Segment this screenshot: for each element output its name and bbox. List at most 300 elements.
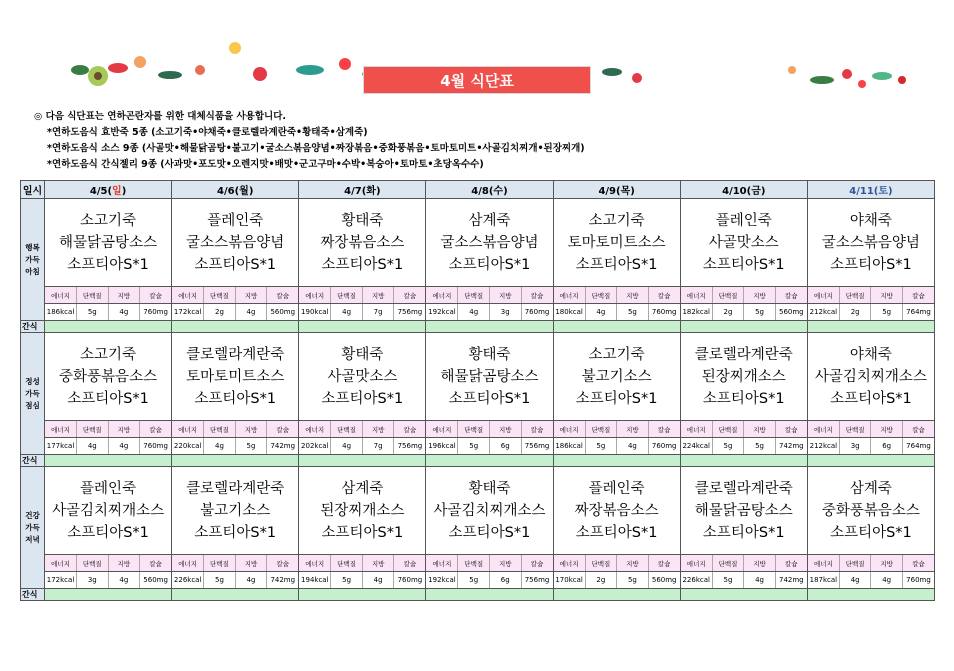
nutrition-label-cell [680, 421, 807, 438]
nutrition-value: 760mg [394, 572, 426, 588]
day-header: 4/8(수) [426, 181, 553, 199]
nutrition-value: 756mg [521, 572, 553, 588]
nutrition-value: 756mg [521, 438, 553, 454]
nutrition-value: 2g [585, 572, 617, 588]
nutrition-value: 4g [744, 572, 776, 588]
menu-item: 소고기죽 [588, 212, 645, 229]
notes-line: *연하도음식 소스 9종 (사골맛•해물닭곰탕•불고기•굴소스볶음양념•짜장볶음•중화풍볶음•토마토미트•사골김치찌개•된장찌개) [47, 143, 585, 154]
nutrition-value-row [21, 572, 935, 589]
nutrition-label: 지방 [744, 287, 776, 303]
left-floral-decoration [60, 40, 390, 102]
nutrition-value: 226kcal [681, 572, 713, 588]
nutrition-label: 에너지 [808, 555, 840, 571]
nutrition-label: 단백질 [839, 555, 871, 571]
nutrition-value: 5g [77, 304, 109, 320]
nutrition-label: 칼슘 [394, 421, 426, 437]
snack-cell [680, 589, 807, 601]
menu-cell [553, 333, 680, 421]
menu-item: 소고기죽 [80, 212, 137, 229]
nutrition-label: 단백질 [204, 287, 236, 303]
snack-cell [45, 455, 172, 467]
page-title: 4월 식단표 [440, 71, 514, 90]
header-label: 일시 [21, 181, 45, 199]
nutrition-label: 단백질 [331, 555, 363, 571]
snack-label: 간식 [21, 455, 45, 467]
menu-row [21, 199, 935, 287]
nutrition-label-cell [807, 421, 934, 438]
nutrition-label-cell [299, 287, 426, 304]
nutrition-label: 칼슘 [140, 421, 172, 437]
nutrition-label: 에너지 [172, 421, 204, 437]
snack-cell [807, 321, 934, 333]
nutrition-value: 194kcal [299, 572, 331, 588]
nutrition-value: 4g [617, 438, 649, 454]
right-floral-decoration [592, 50, 922, 100]
nutrition-label: 지방 [362, 421, 394, 437]
title-banner [363, 66, 591, 94]
menu-row [21, 333, 935, 421]
menu-item: 굴소스볶음양념 [821, 234, 920, 251]
nutrition-label-cell [45, 555, 172, 572]
menu-item: 소프티아S*1 [194, 390, 277, 407]
snack-cell [680, 321, 807, 333]
nutrition-value: 3g [489, 304, 521, 320]
nutrition-label: 에너지 [299, 555, 331, 571]
menu-cell [807, 199, 934, 287]
nutrition-label: 지방 [108, 421, 140, 437]
nutrition-label: 지방 [744, 421, 776, 437]
menu-item: 클로렐라계란죽 [186, 346, 285, 363]
nutrition-value: 186kcal [554, 438, 586, 454]
nutrition-value-cell [426, 304, 553, 321]
menu-cell [299, 199, 426, 287]
meal-label: 정성 가득 점심 [21, 333, 45, 455]
nutrition-label: 단백질 [77, 287, 109, 303]
menu-item: 소프티아S*1 [702, 256, 785, 273]
nutrition-label: 에너지 [808, 421, 840, 437]
menu-item: 소프티아S*1 [448, 390, 531, 407]
nutrition-value: 760mg [902, 572, 934, 588]
nutrition-label: 칼슘 [521, 555, 553, 571]
nutrition-value-cell [172, 304, 299, 321]
nutrition-label: 에너지 [681, 287, 713, 303]
menu-item: 중화풍볶음소스 [821, 502, 920, 519]
nutrition-label: 칼슘 [521, 287, 553, 303]
menu-cell [45, 199, 172, 287]
nutrition-value-row [21, 304, 935, 321]
nutrition-label: 지방 [489, 421, 521, 437]
nutrition-label: 칼슘 [394, 287, 426, 303]
menu-item: 소프티아S*1 [830, 256, 912, 273]
nutrition-value: 742mg [775, 438, 807, 454]
nutrition-value: 4g [585, 304, 617, 320]
nutrition-value: 5g [617, 304, 649, 320]
nutrition-label: 지방 [235, 421, 267, 437]
menu-item: 된장찌개소스 [320, 502, 405, 519]
nutrition-value: 182kcal [681, 304, 713, 320]
menu-cell [45, 467, 172, 555]
nutrition-value: 212kcal [808, 438, 840, 454]
nutrition-label: 단백질 [331, 287, 363, 303]
nutrition-label-cell [172, 555, 299, 572]
nutrition-value: 742mg [775, 572, 807, 588]
nutrition-value: 764mg [902, 304, 934, 320]
menu-item: 사골김치찌개소스 [814, 368, 927, 385]
snack-cell [172, 321, 299, 333]
nutrition-label: 단백질 [585, 555, 617, 571]
nutrition-value: 177kcal [45, 438, 77, 454]
nutrition-label: 칼슘 [394, 555, 426, 571]
nutrition-value: 4g [108, 304, 140, 320]
nutrition-value: 5g [585, 438, 617, 454]
nutrition-label: 에너지 [426, 421, 458, 437]
snack-row [21, 589, 935, 601]
nutrition-value-cell [426, 572, 553, 589]
nutrition-value: 5g [331, 572, 363, 588]
nutrition-label: 에너지 [808, 287, 840, 303]
menu-item: 해물닭곰탕소스 [59, 234, 158, 251]
snack-cell [680, 455, 807, 467]
menu-cell [299, 333, 426, 421]
nutrition-label-cell [426, 421, 553, 438]
nutrition-value-cell [553, 572, 680, 589]
menu-item: 해물닭곰탕소스 [694, 502, 793, 519]
menu-item: 소프티아S*1 [575, 524, 658, 541]
nutrition-label: 지방 [871, 287, 903, 303]
nutrition-label: 칼슘 [267, 287, 299, 303]
nutrition-value: 760mg [521, 304, 553, 320]
nutrition-label-cell [172, 421, 299, 438]
nutrition-label: 에너지 [426, 287, 458, 303]
notes-section [34, 109, 585, 173]
nutrition-label: 지방 [744, 555, 776, 571]
meal-plan-table [20, 180, 935, 601]
menu-item: 소프티아S*1 [702, 524, 785, 541]
nutrition-value: 4g [458, 304, 490, 320]
menu-item: 소프티아S*1 [448, 524, 531, 541]
menu-cell [426, 467, 553, 555]
menu-item: 소프티아S*1 [830, 390, 912, 407]
nutrition-label: 지방 [489, 555, 521, 571]
nutrition-value-cell [553, 438, 680, 455]
nutrition-value-cell [45, 438, 172, 455]
menu-item: 짜장볶음소스 [320, 234, 405, 251]
snack-cell [45, 321, 172, 333]
nutrition-label: 에너지 [426, 555, 458, 571]
nutrition-label: 지방 [362, 555, 394, 571]
nutrition-value: 196kcal [426, 438, 458, 454]
nutrition-label: 지방 [617, 421, 649, 437]
nutrition-label-cell [680, 555, 807, 572]
nutrition-value-row [21, 438, 935, 455]
nutrition-value: 2g [712, 304, 744, 320]
nutrition-label: 칼슘 [902, 421, 934, 437]
menu-item: 소프티아S*1 [321, 256, 404, 273]
nutrition-label: 단백질 [839, 287, 871, 303]
nutrition-label-cell [553, 287, 680, 304]
nutrition-label: 지방 [489, 287, 521, 303]
nutrition-value: 5g [617, 572, 649, 588]
nutrition-label-cell [45, 421, 172, 438]
menu-item: 소프티아S*1 [321, 524, 404, 541]
nutrition-label-cell [553, 421, 680, 438]
nutrition-label: 지방 [235, 555, 267, 571]
nutrition-value: 3g [77, 572, 109, 588]
nutrition-label: 단백질 [458, 287, 490, 303]
meal-label: 행복 가득 아침 [21, 199, 45, 321]
nutrition-value: 6g [871, 438, 903, 454]
menu-item: 해물닭곰탕소스 [440, 368, 539, 385]
nutrition-label: 단백질 [204, 555, 236, 571]
nutrition-value: 4g [331, 304, 363, 320]
notes-line: *연하도음식 효반죽 5종 (소고기죽•야채죽•클로렐라계란죽•황태죽•삼계죽) [47, 127, 368, 138]
nutrition-value-cell [680, 304, 807, 321]
menu-item: 사골김치찌개소스 [433, 502, 546, 519]
nutrition-label: 단백질 [204, 421, 236, 437]
nutrition-value-cell [299, 304, 426, 321]
menu-item: 소프티아S*1 [830, 524, 912, 541]
menu-cell [807, 333, 934, 421]
menu-cell [172, 333, 299, 421]
menu-item: 소고기죽 [80, 346, 137, 363]
nutrition-label: 에너지 [554, 555, 586, 571]
menu-item: 불고기소스 [581, 368, 652, 385]
nutrition-value: 3g [839, 438, 871, 454]
nutrition-label: 지방 [617, 555, 649, 571]
nutrition-label: 지방 [108, 287, 140, 303]
day-header: 4/7(화) [299, 181, 426, 199]
nutrition-value-cell [807, 304, 934, 321]
menu-cell [426, 333, 553, 421]
menu-item: 굴소스볶음양념 [186, 234, 285, 251]
nutrition-label-cell [807, 287, 934, 304]
nutrition-value: 212kcal [808, 304, 840, 320]
nutrition-value: 560mg [140, 572, 172, 588]
snack-cell [172, 589, 299, 601]
nutrition-label-row [21, 555, 935, 572]
menu-item: 황태죽 [468, 480, 511, 497]
menu-cell [680, 467, 807, 555]
snack-cell [807, 589, 934, 601]
menu-item: 소프티아S*1 [702, 390, 785, 407]
snack-row [21, 455, 935, 467]
menu-item: 소프티아S*1 [575, 390, 658, 407]
nutrition-label-cell [553, 555, 680, 572]
snack-cell [45, 589, 172, 601]
menu-item: 소프티아S*1 [575, 256, 658, 273]
menu-cell [299, 467, 426, 555]
menu-item: 소프티아S*1 [448, 256, 531, 273]
nutrition-label: 지방 [617, 287, 649, 303]
nutrition-value: 172kcal [45, 572, 77, 588]
nutrition-value: 226kcal [172, 572, 204, 588]
menu-item: 굴소스볶음양념 [440, 234, 539, 251]
notes-line: *연하도음식 간식젤리 9종 (사과맛•포도맛•오렌지맛•배맛•군고구마•수박•복숭아•토마토•초당옥수수) [47, 159, 484, 170]
nutrition-value: 4g [235, 572, 267, 588]
nutrition-value: 760mg [648, 438, 680, 454]
nutrition-value: 186kcal [45, 304, 77, 320]
nutrition-value: 4g [108, 438, 140, 454]
snack-cell [553, 589, 680, 601]
menu-item: 야채죽 [849, 212, 892, 229]
nutrition-label: 단백질 [77, 421, 109, 437]
nutrition-label-cell [426, 287, 553, 304]
nutrition-value: 2g [204, 304, 236, 320]
nutrition-label: 단백질 [585, 421, 617, 437]
nutrition-value: 4g [235, 304, 267, 320]
nutrition-value: 7g [362, 304, 394, 320]
menu-item: 소프티아S*1 [67, 524, 149, 541]
nutrition-label: 에너지 [554, 287, 586, 303]
snack-cell [426, 589, 553, 601]
nutrition-label: 에너지 [681, 421, 713, 437]
nutrition-value-cell [680, 438, 807, 455]
nutrition-label: 단백질 [712, 287, 744, 303]
nutrition-label: 단백질 [458, 555, 490, 571]
snack-row [21, 321, 935, 333]
nutrition-label-cell [299, 555, 426, 572]
nutrition-value: 4g [839, 572, 871, 588]
snack-cell [553, 455, 680, 467]
nutrition-value: 224kcal [681, 438, 713, 454]
nutrition-value: 5g [204, 572, 236, 588]
nutrition-label: 칼슘 [775, 287, 807, 303]
nutrition-value: 560mg [267, 304, 299, 320]
nutrition-value-cell [807, 572, 934, 589]
nutrition-label-row [21, 421, 935, 438]
snack-cell [807, 455, 934, 467]
nutrition-label-cell [45, 287, 172, 304]
menu-item: 클로렐라계란죽 [694, 480, 793, 497]
nutrition-label-cell [680, 287, 807, 304]
nutrition-label: 지방 [108, 555, 140, 571]
menu-row [21, 467, 935, 555]
nutrition-value: 202kcal [299, 438, 331, 454]
nutrition-value: 172kcal [172, 304, 204, 320]
menu-item: 플레인죽 [588, 480, 645, 497]
nutrition-label: 칼슘 [775, 421, 807, 437]
menu-item: 플레인죽 [207, 212, 264, 229]
menu-item: 소프티아S*1 [67, 390, 149, 407]
nutrition-value: 190kcal [299, 304, 331, 320]
menu-item: 소프티아S*1 [194, 256, 277, 273]
nutrition-label: 지방 [871, 555, 903, 571]
nutrition-label-cell [172, 287, 299, 304]
nutrition-value-cell [172, 572, 299, 589]
menu-item: 삼계죽 [341, 480, 384, 497]
nutrition-label: 단백질 [331, 421, 363, 437]
nutrition-label: 에너지 [45, 555, 77, 571]
nutrition-label: 에너지 [172, 287, 204, 303]
day-header: 4/5(일) [45, 181, 172, 199]
menu-item: 클로렐라계란죽 [186, 480, 285, 497]
nutrition-value: 192kcal [426, 304, 458, 320]
menu-item: 사골맛소스 [327, 368, 398, 385]
menu-item: 플레인죽 [80, 480, 137, 497]
menu-item: 플레인죽 [715, 212, 772, 229]
menu-cell [45, 333, 172, 421]
menu-cell [680, 333, 807, 421]
nutrition-label: 단백질 [585, 287, 617, 303]
menu-item: 사골맛소스 [708, 234, 779, 251]
nutrition-label: 에너지 [681, 555, 713, 571]
nutrition-value: 760mg [648, 304, 680, 320]
nutrition-value: 756mg [394, 438, 426, 454]
menu-cell [680, 199, 807, 287]
nutrition-label: 에너지 [299, 421, 331, 437]
menu-cell [807, 467, 934, 555]
nutrition-value-cell [299, 438, 426, 455]
nutrition-value-cell [553, 304, 680, 321]
menu-item: 삼계죽 [849, 480, 892, 497]
nutrition-value-cell [680, 572, 807, 589]
menu-item: 황태죽 [468, 346, 511, 363]
snack-cell [299, 321, 426, 333]
snack-cell [553, 321, 680, 333]
menu-item: 소프티아S*1 [194, 524, 277, 541]
menu-item: 삼계죽 [468, 212, 511, 229]
nutrition-label: 칼슘 [140, 287, 172, 303]
snack-cell [426, 455, 553, 467]
nutrition-label: 단백질 [77, 555, 109, 571]
snack-label: 간식 [21, 589, 45, 601]
menu-cell [426, 199, 553, 287]
menu-cell [553, 199, 680, 287]
nutrition-value: 6g [489, 438, 521, 454]
menu-item: 소고기죽 [588, 346, 645, 363]
nutrition-value: 5g [712, 572, 744, 588]
nutrition-value: 4g [77, 438, 109, 454]
snack-cell [299, 455, 426, 467]
day-header: 4/11(토) [807, 181, 934, 199]
nutrition-value: 4g [362, 572, 394, 588]
nutrition-value: 760mg [140, 438, 172, 454]
nutrition-value-cell [45, 304, 172, 321]
menu-item: 황태죽 [341, 346, 384, 363]
menu-item: 토마토미트소스 [186, 368, 285, 385]
menu-cell [172, 199, 299, 287]
header-row [21, 181, 935, 199]
nutrition-value: 560mg [648, 572, 680, 588]
nutrition-label: 칼슘 [140, 555, 172, 571]
nutrition-value-cell [172, 438, 299, 455]
snack-cell [426, 321, 553, 333]
nutrition-label: 칼슘 [902, 555, 934, 571]
nutrition-label: 에너지 [299, 287, 331, 303]
snack-label: 간식 [21, 321, 45, 333]
nutrition-value: 764mg [902, 438, 934, 454]
nutrition-label: 단백질 [458, 421, 490, 437]
nutrition-value: 180kcal [554, 304, 586, 320]
menu-item: 소프티아S*1 [321, 390, 404, 407]
nutrition-label: 칼슘 [648, 287, 680, 303]
menu-item: 황태죽 [341, 212, 384, 229]
nutrition-label: 지방 [871, 421, 903, 437]
nutrition-value: 5g [235, 438, 267, 454]
nutrition-value: 4g [108, 572, 140, 588]
nutrition-value-cell [426, 438, 553, 455]
nutrition-label-cell [807, 555, 934, 572]
nutrition-value-cell [299, 572, 426, 589]
nutrition-value: 7g [362, 438, 394, 454]
nutrition-label: 지방 [362, 287, 394, 303]
nutrition-value: 756mg [394, 304, 426, 320]
meal-label: 건강 가득 저녁 [21, 467, 45, 589]
nutrition-value: 4g [871, 572, 903, 588]
menu-item: 짜장볶음소스 [574, 502, 659, 519]
nutrition-label-row [21, 287, 935, 304]
menu-item: 클로렐라계란죽 [694, 346, 793, 363]
